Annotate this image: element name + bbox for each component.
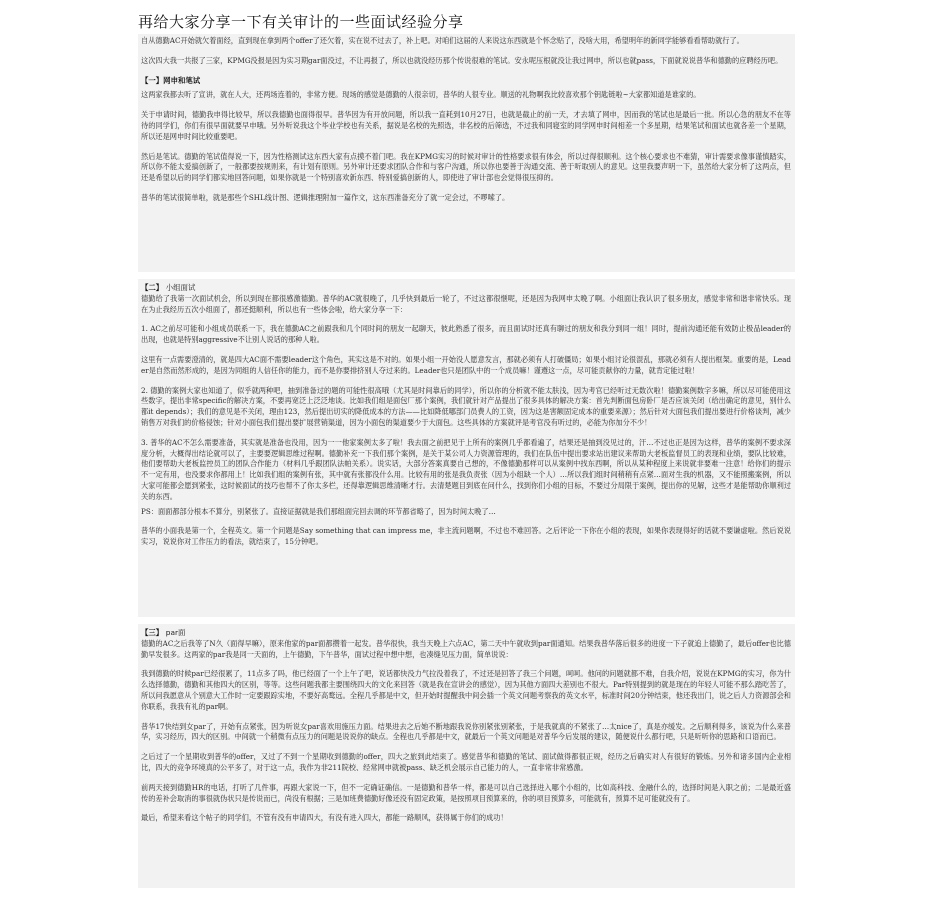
section-number: 【三】 — [141, 628, 164, 637]
paragraph: 普华的小面我是第一个，全程英文。第一个问题是Say something that can impress me，非主流问题啊，不过也不难回答。之后评论一下你在小组的表现，如果你表现得好的话就不要谦虚啦。然后说说实习，说说你对工作压力的看法，就结束了，15分钟吧。 — [141, 526, 791, 547]
paragraph: 1. AC之前尽可能和小组成员联系一下，我在德勤AC之前跟我和几个同时间的朋友一起聊天，彼此熟悉了很多，而且面试时还真有聊过的朋友和我分到同一组！同时，提前沟通还能有效防止极品leader的出现，也就是特别aggressive不让别人说话的那种人啦。 — [141, 324, 791, 345]
paragraph: 自从德勤AC开始就欠着面经，直到现在拿到两个offer了还欠着，实在说不过去了，补上吧。对咱们这届的人来说这东西就是个怀念贴了，没啥大用，希望明年的新同学能够看看帮助就行了。 — [141, 36, 744, 45]
section-title: 小组面试 — [165, 283, 196, 292]
paragraph: 前两天接到德勤HR的电话，打听了几件事，再跟大家说一下，但不一定确证确信。一是德勤和普华一样，都是可以自己选择进入哪个小组的，比如高科技、金融什么的，选择时间是入职之前；二是最近盛传的差补会取消的事很就伪状只是传说而已，尚没有根据；三是加班费德勤好像还没有固定政策，是按照项目预算来的，你的项目预算多，可能就有，预算不足可能就没有了。 — [141, 782, 791, 803]
paragraph: 我到德勤的时候par已经很累了，11点多了吗，他已经面了一个上午了吧，说话都快没力气拉没着我了，不过还是回答了我三个问题，呵呵。他问的问题就都不难，自我介绍，说说在KPMG的实习，你为什么选择德勤，德勤和其他四大的区别，等等。这些问题我都主要围绕四大的文化来回答（就是我在宣讲会的感觉），因为其他方面四大差别也不很大。Par特别提到的就是现在的年轻人可能不那么踏吃苦了，所以问我愿意从个别意大工作时一定要跟踪实地，不要好高鹜远。全程几乎都是中文，但开始时提醒我中间会插一个英文问题考察我的英文水平，标准时间20分钟结束，他还我出门，说之后人力资源部会和你联系，我我有礼的par啊。 — [141, 669, 791, 711]
section-title: par面 — [165, 628, 186, 637]
paragraph: 最后，希望来看这个帖子的同学们，不管有没有申请四大，有没有进入四大，都能一路顺风，获得属于你们的成功！ — [141, 813, 508, 823]
paragraph: 3. 普华的AC不怎么需要准备，其实就是准备也没用，因为一一他家案例太多了啦！我去面之前把见于上所有的案例几乎都看遍了，结果还是抽到没见过的，汗…不过也正是因为这样，普华的案例不要求深度分析，大概得出结论就可以了，主要要逻辑思维过程啊。德勤补充一下我们那个案例，是关于某公司人力资源管理的，我们在队伍中提出要求站出建议来帮助大老板监督员工的表现和业绩，要队比较难，他们要帮助大老板监控员工的团队合作能力（材料几乎跟团队法帕关系）。说实话，大部分答案真要自己想的，不像德勤那样可以从案例中找东西啊，所以从某种程度上来说就非要难一注意！给你们的提示不一定有用，也没要求你都用上！比如我们组的案例有张，其中就有张都没什么用。比较有用的张是我负责张（因为小组缺一个人）…所以我们组时间稍稍有点紧…面对生我的机器，又不能照搬案例，所以大家可能都会愿到紧张，这时候面试的技巧也帮不了你太多栏，还得靠逻辑思维清晰才行。去清楚题目到底在问什么，找到你们小组的目标，不要过分局限于案例，提出你的见解，这些才是能帮助你顺利过关的东西。 — [141, 437, 791, 501]
paragraph: 然后是笔试。德勤的笔试值得说一下，因为性格测试这东西大家有点摸不着门吧。我在KPMG实习的时候对审计的性格要求很有体会，所以过得很顺利。这个核心要求也不难猜，审计需要求像事谨慎踏实，所以你不能太爱搞创新了，一般都要按规则来，有计划有原则。另外审计还要求团队合作和与客户沟通，所以你也要善于沟通交流、善于听取别人的意见。这里我要声明一下，虽然给大家分析了这两点，但还是希望以后的同学们都实地回答问题，如果你就是一个特别喜欢新东西、特别爱搞创新的人，即使进了审计部也会觉得很压抑的。 — [141, 151, 791, 183]
paragraph: 德勤给了我第一次面试机会，所以到现在都很感激德勤。普华的AC就很晚了，几乎快到最后一轮了，不过这都很惬呢，还是因为我网申太晚了啊。小组面让我认识了很多朋友，感觉非常和谐非常快乐。现在为止我经历五次小组面了，都还挺顺利，所以也有一些体会啦，给大家分享一下： — [141, 293, 791, 314]
section-number: 【二】 — [141, 283, 164, 292]
paragraph: 2. 德勤的案例大家也知道了，似乎就两种吧，抽到准备过的题的可能性很高哦（尤其是时间靠后的同学），所以你的分析就不能太肤浅，因为考官已经听过无数次啦！德勤案例数字多嘛，所以尽可能使用这些数字，提出非常specific的解决方案，不要再宽泛上泛泛地谈。比如我们组是面包厂那个案例，我们就针对产品提出了很多具体的解决方案：首先判断面包房卧厂是否应该关闭（给出确定的意见，别什么都it depends）；我们的意见是不关闭，理由123，然后提出切实的降低成本的方法——比如降低哪部门员费人的工资，因为这是害额固定成本的重要来源）；然后针对大面包我们提出要进行价格谈判，减少销售万对我们的价格侵蚀；针对小面包我们提出要扩展营销渠道，因为小面包的渠道要少于大面包。这些具体的方案就评是考官没有听过的，必能为你加分不少！ — [141, 385, 791, 427]
paragraph: 之后过了一个星期收到普华的offer，又过了不到一个星期收到德勤的offer，四大之旅到此结束了。感觉普华和德勤的笔试、面试做得都很正规，经历之后确实对人有很好的锻炼。另外和诸多国内企业相比，四大的竞争环境真的公平多了，对于这一点，我作为非211院校、经常网申就被pass、缺乏机会展示自己能力的人，一直非常非常感激。 — [141, 752, 791, 772]
paragraph: 这两家我都去听了宣讲，就在人大，还两场连着的，非常方便。现场的感觉是德勤的人很亲切，普华的人很专业。顺送的礼物啊我比较喜欢那个钥匙链啦~大家都知道是谁家的。 — [141, 90, 701, 100]
paragraph: 关于申请时间，德勤我申得比较早，所以我德勤也面得很早。普华因为有开放问题，所以我一直耗到10月27日，也就是截止的前一天，才去填了网申，因而我的笔试也是最后一批。所以心急的朋友不在等待的同学们，你们有很早面就要早申哦。另外听说我这个毕业学校也有关系，据说是名校的先照选，非名校的后筛选，不过我和同寝室的同学网申时间相差一个多星期，结果笔试和面试也就各差一个星期，所以还是网申时间比较重要吧。 — [141, 110, 791, 141]
paragraph: 这里有一点需要澄清的，就是四大AC面不需要leader这个角色，其实这是不对的。如果小组一开始没人愿意发言，那就必须有人打破僵局；如果小组讨论很混乱，那就必须有人提出框架。重要的是，Leader是自然而然形成的，是因为同组的人信任你的能力，而不是你要排挤别人夺过来的。Leader也只是团队中的一个成员嘛！谨遵这一点，尽可能贡献你的力量，就肯定能过啦！ — [141, 354, 791, 375]
paragraph: 德勤的AC之后我等了N久（面得早嘛），原来他家的par面都攒着一起发。普华很快，我当天晚上六点AC，第二天中午就收到par面通知。结果我普华落后很多的进度一下子就追上德勤了，最后offer也比德勤早发很多。这两家的par我是同一天面的，上午德勤，下午普华，面试过程中想中想，也凑缝见压力面，简单说说： — [141, 638, 791, 659]
section-heading: 【一】网申和笔试 — [141, 75, 201, 85]
paragraph: PS：面面都部分根本不算分，别紧张了。直接证据就是我们那组面完回去调的环节都省略了，因为时间太晚了… — [141, 506, 496, 516]
post-title: 再给大家分享一下有关审计的一些面试经验分享 — [138, 13, 464, 31]
section-heading — [141, 628, 791, 639]
content-page-3 — [138, 624, 795, 888]
content-page-1 — [138, 34, 795, 272]
paragraph: 普华的笔试很简单啦，就是那些个SHL线计图、逻辑推理附加一篇作文，这东西准备充分了就一定会过，不啰嗦了。 — [141, 192, 510, 202]
content-page-2 — [138, 279, 795, 617]
paragraph: 普华17快结到女par了，开始有点紧张，因为听说女par喜欢用施压力面。结果进去之后她不断地跟我说你别紧张别紧张，于是我就真的不紧张了…太nice了，真是亦缓发。之后顺利得多，该说为什么来普华，实习经历，四大的区别。中间就一个稍微有点压力的问题是说说你的缺点。全程也几乎都是中文，就最后一个英文问题是对普华今后发展的建议，随便说什么都行吧，只是听听你的思路和口语而已。 — [141, 721, 791, 742]
paragraph: 这次四大我一共报了三家，KPMG没报是因为实习期gar面没过，不让再报了，所以也就没经历那个传说很难的笔试。安永呢压根就没让我过网申，所以也就pass，下面就说说普华和德勤的应聘经历吧。 — [141, 55, 783, 65]
section-heading — [141, 283, 791, 294]
